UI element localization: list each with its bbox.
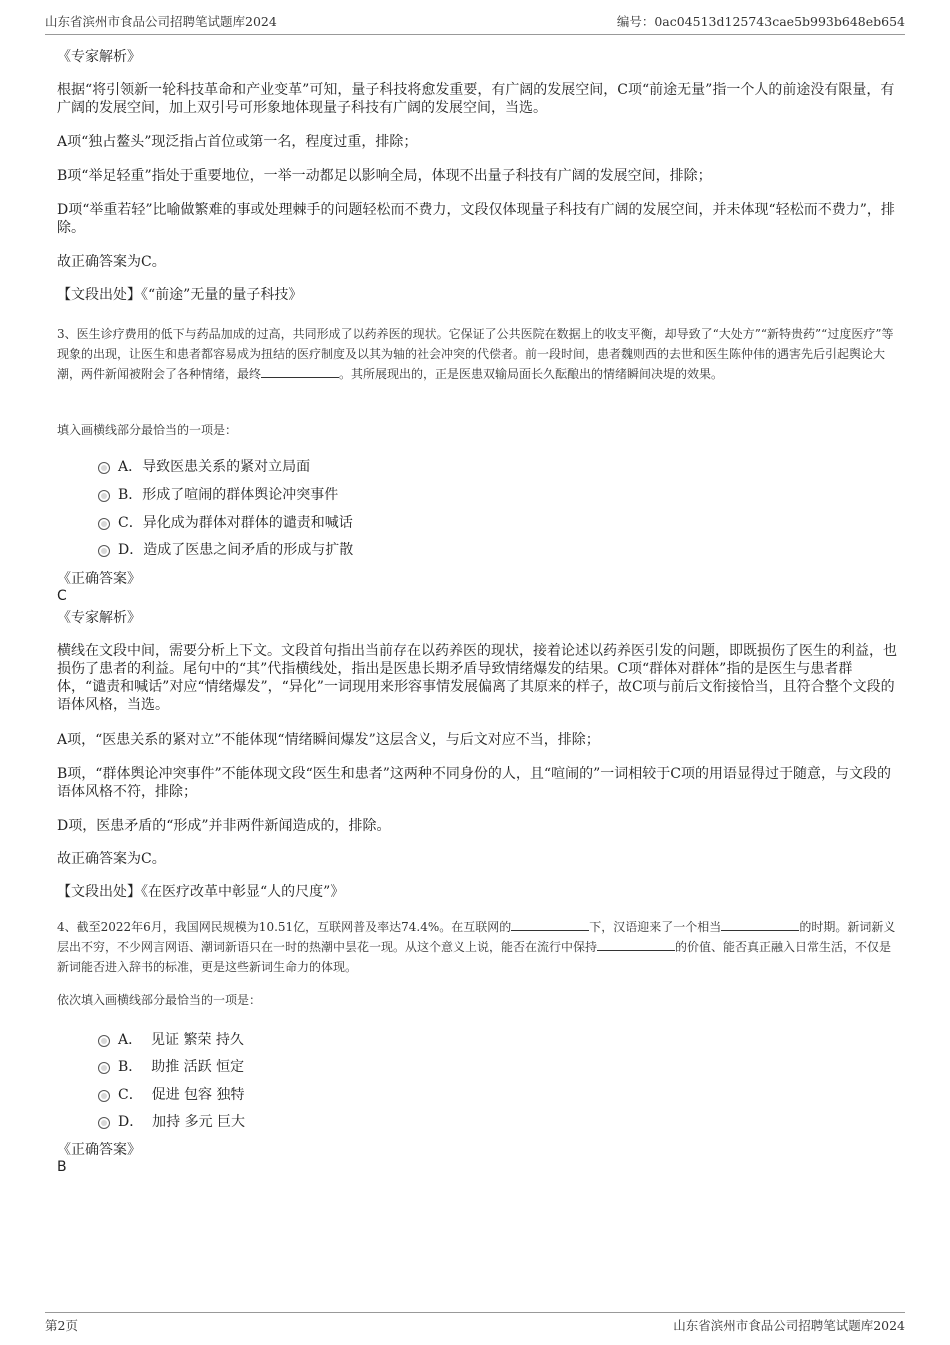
option-a[interactable] <box>98 1029 244 1049</box>
radio-icon[interactable] <box>98 545 110 557</box>
option-label: C．异化成为群体对群体的谴责和喊话 <box>118 515 353 531</box>
option-label: D． 加持 多元 巨大 <box>118 1114 246 1130</box>
option-label: A．导致医患关系的紧对立局面 <box>118 459 311 475</box>
radio-icon[interactable] <box>98 1117 110 1129</box>
question-4-text-part: 下，汉语迎来了一个相当 <box>589 920 722 934</box>
source-citation: 【文段出处】《在医疗改革中彰显“人的尺度”》 <box>57 884 345 900</box>
option-label: C． 促进 包容 独特 <box>118 1087 245 1103</box>
analysis-paragraph: D项“举重若轻”比喻做繁难的事或处理棘手的问题轻松而不费力，文段仅体现量子科技有广阔的发展空间，并未体现“轻松而不费力”，排除。 <box>57 202 895 236</box>
radio-icon[interactable] <box>98 1035 110 1047</box>
conclusion: 故正确答案为C。 <box>57 851 166 867</box>
page-number: 第2页 <box>45 1318 78 1333</box>
option-b[interactable] <box>98 1056 244 1076</box>
question-4-text <box>57 917 897 977</box>
correct-answer: B <box>57 1159 67 1175</box>
radio-icon[interactable] <box>98 518 110 530</box>
radio-icon[interactable] <box>98 1062 110 1074</box>
analysis-paragraph: B项“举足轻重”指处于重要地位，一举一动都足以影响全局，体现不出量子科技有广阔的发展空间，排除； <box>57 168 712 184</box>
source-citation: 【文段出处】《“前途”无量的量子科技》 <box>57 287 303 303</box>
fill-blank <box>511 918 589 931</box>
fill-blank <box>721 918 799 931</box>
option-label: B． 助推 活跃 恒定 <box>118 1059 245 1075</box>
option-d[interactable] <box>98 1111 245 1131</box>
question-4-text-part: 4、截至2022年6月，我国网民规模为10.51亿，互联网普及率达74.4%。在互联网的 <box>57 920 512 934</box>
page-header <box>45 12 905 35</box>
fill-blank <box>597 938 675 951</box>
analysis-paragraph: B项，“群体舆论冲突事件”不能体现文段“医生和患者”这两种不同身份的人，且“喧闹的”一词相较于C项的用语显得过于随意，与文段的语体风格不符，排除； <box>57 766 891 800</box>
question-4-text-part: 的时期。新词新义层出不穷，不少网言网语、潮词新语只在一时的热潮中昙花一现。从这个意义上说，能否在流行中保持 <box>57 920 896 954</box>
analysis-paragraph: 横线在文段中间，需要分析上下文。文段首句指出当前存在以药养医的现状，接着论述以药养医引发的问题，即既损伤了医生的利益，也损伤了患者的利益。尾句中的“其”代指横线处，指出是医患长期矛盾导致情绪爆发的结果。C项“群体对群体”指的是医生与患者群体，“谴责和喊话”对应“情绪爆发”，“异化”一词现用来形容事情发展偏离了其原来的样子，故C项与前后文衔接恰当，且符合整个文段的语体风格，当选。 <box>57 643 897 713</box>
expert-analysis-label: 《专家解析》 <box>57 49 141 65</box>
fill-blank <box>261 365 339 378</box>
header-title: 山东省滨州市食品公司招聘笔试题库2024 <box>45 14 277 29</box>
option-c[interactable] <box>98 512 353 532</box>
analysis-paragraph: 根据“将引领新一轮科技革命和产业变革”可知，量子科技将愈发重要，有广阔的发展空间，C项“前途无量”指一个人的前途没有限量，有广阔的发展空间，加上双引号可形象地体现量子科技有广阔的发展空间，当选。 <box>57 82 895 116</box>
radio-icon[interactable] <box>98 462 110 474</box>
option-b[interactable] <box>98 484 338 504</box>
question-4-text-part: 的价值、能否真正融入日常生活，不仅是新词能否进入辞书的标准，更是这些新词生命力的体现。 <box>57 940 892 974</box>
expert-analysis-label: 《专家解析》 <box>57 610 141 626</box>
question-4-prompt: 依次填入画横线部分最恰当的一项是： <box>57 993 262 1007</box>
analysis-paragraph: A项“独占鳌头”现泛指占首位或第一名，程度过重，排除； <box>57 134 418 150</box>
analysis-paragraph: A项，“医患关系的紧对立”不能体现“情绪瞬间爆发”这层含义，与后文对应不当，排除； <box>57 732 600 748</box>
radio-icon[interactable] <box>98 1090 110 1102</box>
question-3-text-part: 。其所展现出的，正是医患双输局面长久酝酿出的情绪瞬间决堤的效果。 <box>339 367 724 381</box>
option-label: D．造成了医患之间矛盾的形成与扩散 <box>118 542 354 558</box>
option-label: A． 见证 繁荣 持久 <box>118 1032 244 1048</box>
option-c[interactable] <box>98 1084 245 1104</box>
radio-icon[interactable] <box>98 490 110 502</box>
option-d[interactable] <box>98 539 353 559</box>
correct-answer: C <box>57 588 67 604</box>
option-label: B．形成了喧闹的群体舆论冲突事件 <box>118 487 339 503</box>
footer-title: 山东省滨州市食品公司招聘笔试题库2024 <box>673 1318 905 1333</box>
question-3-text-part: 3、医生诊疗费用的低下与药品加成的过高，共同形成了以药养医的现状。它保证了公共医院在数据上的收支平衡，却导致了“大处方”“新特贵药”“过度医疗”等现象的出现，让医生和患者都容易成为扭结的医疗制度及以其为轴的社会冲突的代偿者。前一段时间，患者魏则西的去世和医生陈仲伟的遇害先后引起舆论大潮，两件新闻被附会了各种情绪，最终 <box>57 327 894 381</box>
header-doc-id: 编号：0ac04513d125743cae5b993b648eb654 <box>616 14 905 29</box>
page-footer <box>45 1312 905 1334</box>
question-3-prompt: 填入画横线部分最恰当的一项是： <box>57 423 238 437</box>
correct-answer-label: 《正确答案》 <box>57 571 141 587</box>
option-a[interactable] <box>98 456 310 476</box>
conclusion: 故正确答案为C。 <box>57 254 166 270</box>
analysis-paragraph: D项，医患矛盾的“形成”并非两件新闻造成的，排除。 <box>57 818 391 834</box>
question-3-text <box>57 324 897 384</box>
correct-answer-label: 《正确答案》 <box>57 1142 141 1158</box>
